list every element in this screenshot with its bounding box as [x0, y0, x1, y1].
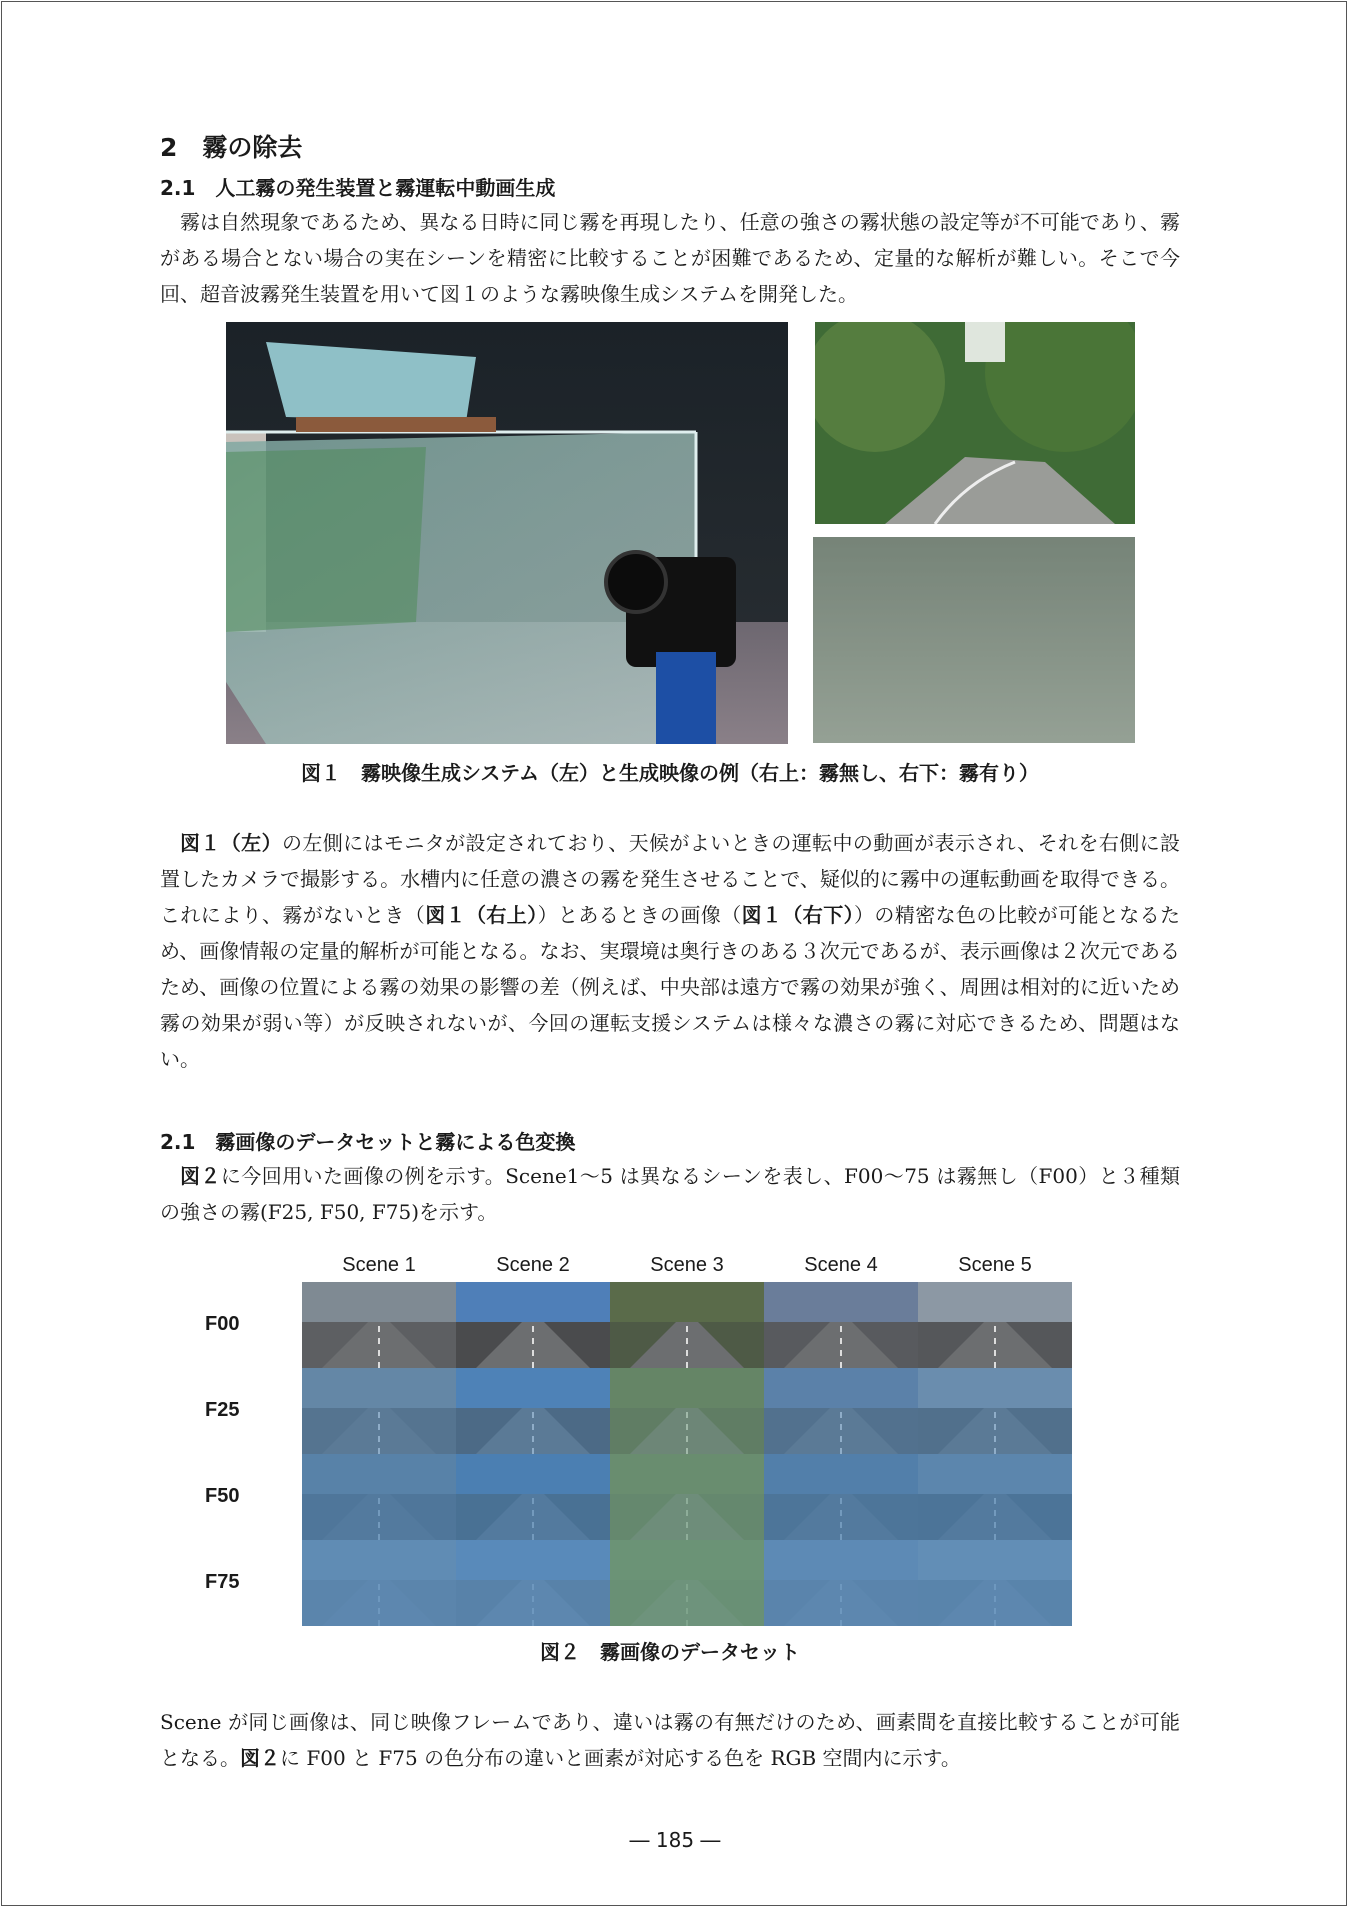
text: ）とあるときの画像（	[537, 903, 742, 927]
subsection-heading-2: 2.1 霧画像のデータセットと霧による色変換	[160, 1130, 576, 1154]
no-fog-road-photo	[815, 322, 1135, 524]
dataset-image	[456, 1540, 610, 1626]
paragraph-3	[160, 1158, 1180, 1230]
dataset-image	[764, 1454, 918, 1540]
paragraph-1	[160, 204, 1180, 312]
scene-label-3: Scene 3	[650, 1254, 724, 1276]
dataset-image	[302, 1454, 456, 1540]
dataset-image	[918, 1282, 1072, 1368]
fig-ref: 図２	[180, 1164, 221, 1188]
fog-road-photo	[813, 537, 1135, 743]
dataset-image	[302, 1540, 456, 1626]
dataset-image	[918, 1540, 1072, 1626]
dataset-image	[610, 1454, 764, 1540]
row-label-f75: F75	[205, 1571, 240, 1593]
dataset-image	[610, 1282, 764, 1368]
dataset-image	[456, 1454, 610, 1540]
fig-ref: 図２	[240, 1746, 280, 1770]
dataset-image	[456, 1368, 610, 1454]
dataset-image	[610, 1368, 764, 1454]
row-label-f00: F00	[205, 1313, 240, 1335]
row-label-f25: F25	[205, 1399, 240, 1421]
dataset-image	[302, 1282, 456, 1368]
dataset-image	[302, 1368, 456, 1454]
scene-label-1: Scene 1	[342, 1254, 416, 1276]
fig-ref: 図１（右下）	[741, 903, 855, 927]
dataset-image	[764, 1540, 918, 1626]
scene-label-4: Scene 4	[804, 1254, 878, 1276]
dataset-image	[918, 1454, 1072, 1540]
scene-label-5: Scene 5	[958, 1254, 1032, 1276]
dataset-image	[918, 1368, 1072, 1454]
paragraph-2	[160, 825, 1180, 1077]
paragraph-1-text: 霧は自然現象であるため、異なる日時に同じ霧を再現したり、任意の強さの霧状態の設定等が不可能であり、霧がある場合とない場合の実在シーンを精密に比較することが困難であるため、定量的な解析が難しい。そこで今回、超音波霧発生装置を用いて図１のような霧映像生成システムを開発した。	[160, 210, 1180, 306]
fig-ref: 図１（右上）	[425, 903, 538, 927]
fig-ref: 図１（左）	[180, 831, 282, 855]
row-label-f50: F50	[205, 1485, 240, 1507]
text: の左側にはモニタが設定されており、天候がよいときの運転中の動画が表示され、それを右側に設置したカメラで撮影する。水槽内に任意の濃さの霧を発生させることで、疑似的に霧中の運転動画を取得できる。これにより、霧がないとき（	[160, 831, 1181, 927]
dataset-image	[764, 1282, 918, 1368]
subsection-heading-1: 2.1 人工霧の発生装置と霧運転中動画生成	[160, 176, 556, 200]
text: Scene が同じ画像は、同じ映像フレームであり、違いは霧の有無だけのため、画素間を直接比較することが可能となる。	[160, 1710, 1180, 1770]
text: に F00 と F75 の色分布の違いと画素が対応する色を RGB 空間内に示す。	[280, 1746, 961, 1770]
scene-label-2: Scene 2	[496, 1254, 570, 1276]
figure-1-caption: 図１ 霧映像生成システム（左）と生成映像の例（右上：霧無し、右下：霧有り）	[301, 761, 1039, 785]
dataset-image	[610, 1540, 764, 1626]
fog-generator-photo	[226, 322, 788, 744]
page-number: ― 185 ―	[629, 1828, 721, 1852]
paragraph-4	[160, 1704, 1180, 1776]
dataset-image	[764, 1368, 918, 1454]
text: に今回用いた画像の例を示す。Scene1～5 は異なるシーンを表し、F00～75 は霧無し（F00）と３種類の強さの霧(F25, F50, F75)を示す。	[160, 1164, 1180, 1224]
section-heading: 2 霧の除去	[160, 133, 303, 162]
figure-2-caption: 図２ 霧画像のデータセット	[540, 1640, 800, 1664]
text: ）の精密な色の比較が可能となるため、画像情報の定量的解析が可能となる。なお、実環境は奥行きのある３次元であるが、表示画像は２次元であるため、画像の位置による霧の効果の影響の差（例えば、中央部は遠方で霧の効果が強く、周囲は相対的に近いため霧の効果が弱い等）が反映されないが、今回の運転支援システムは様々な濃さの霧に対応できるため、問題はない。	[160, 903, 1181, 1071]
dataset-image	[456, 1282, 610, 1368]
